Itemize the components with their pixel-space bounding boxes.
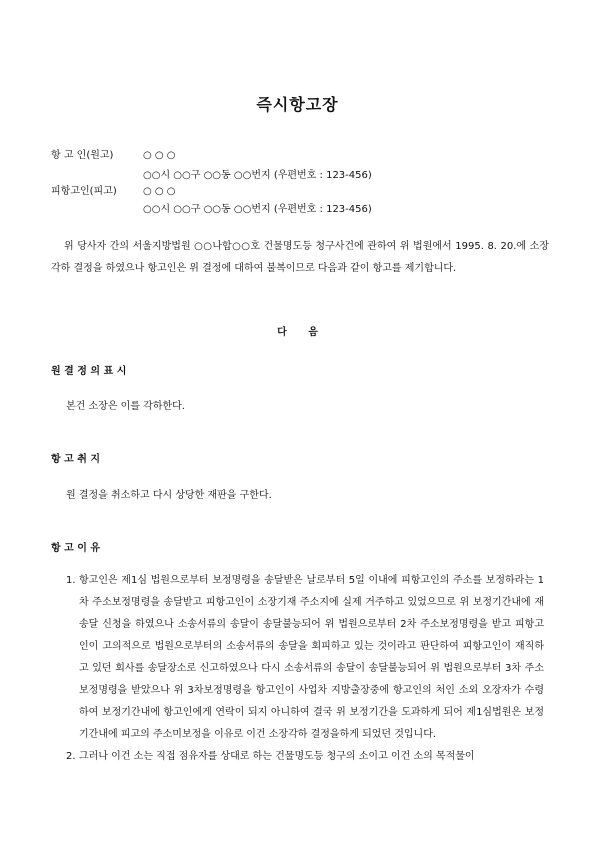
document-title: 즉시항고장 bbox=[256, 95, 339, 114]
appellee-address: ○○시 ○○구 ○○동 ○○번지 (우편번호 : 123-456) bbox=[143, 204, 372, 215]
appellee-row bbox=[51, 182, 176, 202]
appellee-name: ○ ○ ○ bbox=[143, 186, 176, 197]
reason-item-text: 그러나 이건 소는 직접 점유자를 상대로 하는 건물명도등 청구의 소이고 이건 소의 목적물이 bbox=[79, 751, 475, 762]
reason-item-text: 항고인은 제1심 법원으로부터 보정명령을 송달받은 날로부터 5일 이내에 피항고인의 주소를 보정하라는 1차 주소보정명령을 송달받고 피항고인이 소장기재 주소지에 실제 거주하고 있었으므로 위 보정기간내에 재송달 신청을 하였으나 소송서류의 송달이 송달불능되어 위 법원으로부터 2차 주소보정명령을 받고 피항고인이 고의적으로 법원으로부터의 소송서류의 송달을 회피하고 있는 것이라고 판단하여 피항고인이 재직하고 있던 회사를 송달장소로 신고하였으나 다시 소송서류의 송달이 송달불능되어 위 법원으로부터 3차 주소보정명령을 받았으나 위 3차보정명령을 항고인이 사업차 지방출장중에 항고인의 처인 소외 오장자가 수령하여 보정기간내에 항고인에게 연락이 되지 아니하여 결국 위 보정기간을 도과하게 되어 제1심법원은 보정기간내에 피고의 주소미보정을 이유로 이건 소장각하 결정을하게 되었던 것입니다. bbox=[79, 575, 544, 740]
reason-item bbox=[66, 570, 544, 746]
intro-paragraph: 위 당사자 간의 서울지방법원 ○○나합○○호 건물명도등 청구사건에 관하여 위 법원에서 1995. 8. 20.에 소장각하 결정을 하였으나 항고인은 위 결정에 대하여 불복이므로 다음과 같이 항고를 제기합니다. bbox=[51, 241, 549, 274]
appeal-purpose-body: 원 결정을 취소하고 다시 상당한 재판을 구한다. bbox=[66, 490, 272, 501]
reason-item bbox=[66, 746, 544, 768]
appellee-label: 피항고인(피고) bbox=[51, 186, 117, 197]
center-heading: 다 음 bbox=[277, 327, 318, 338]
appeal-purpose-heading: 항 고 취 지 bbox=[51, 454, 101, 465]
reason-item-number: 1. bbox=[66, 575, 76, 586]
appellant-row bbox=[51, 146, 176, 166]
original-decision-body: 본건 소장은 이를 각하한다. bbox=[66, 401, 185, 412]
appellant-address: ○○시 ○○구 ○○동 ○○번지 (우편번호 : 123-456) bbox=[143, 170, 372, 181]
appellant-name: ○ ○ ○ bbox=[143, 150, 176, 161]
appeal-reasons-heading: 항 고 이 유 bbox=[51, 543, 101, 554]
original-decision-heading: 원 결 정 의 표 시 bbox=[51, 366, 127, 377]
reason-item-number: 2. bbox=[66, 751, 76, 762]
appellant-label: 항 고 인(원고) bbox=[51, 150, 114, 161]
